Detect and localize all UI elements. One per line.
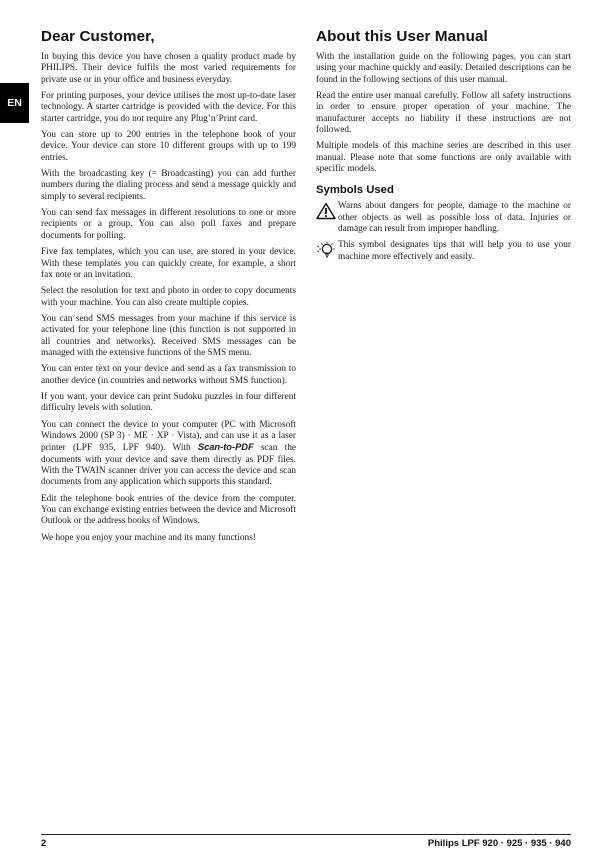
paragraph: Read the entire user manual carefully. Follow all safety instructions in order to ensure proper operation of your machine. The manufacturer accepts no liability if these instructions are not followed.: [316, 91, 571, 136]
paragraph-text: You can connect the device to your computer (PC with Microsoft Windows 2000 (SP 3) · ME · XP · Vista), and can use it as a laser printer (LPF 935, LPF 940). With: [41, 419, 296, 454]
warning-symbol-row: [316, 201, 571, 235]
paragraph: You can send SMS messages from your machine if this service is activated for your telephone line (this function is not supported in all countries and networks). Received SMS messages can be managed with the extensive functions of the SMS menu.: [41, 313, 296, 358]
paragraph-text: scan the documents with your device and save them directly as PDF files. With the TWAIN scanner driver you can access the device and scan documents from any application which supports this standard.: [41, 443, 296, 488]
paragraph: In buying this device you have chosen a quality product made by PHILIPS. Their device fulfils the most varied requirements for private use or in your office and business everyday.: [41, 52, 296, 85]
paragraph: With the installation guide on the following pages, you can start using your machine quickly and easily. Detailed descriptions can be found in the following sections of this user manual.: [316, 52, 571, 85]
paragraph: With the broadcasting key (= Broadcasting) you can add further numbers during the dialing process and send a message quickly and simply to several recipients.: [41, 169, 296, 202]
symbols-used-heading: Symbols Used: [316, 184, 394, 197]
right-column: [316, 28, 571, 269]
paragraph: If you want, your device can print Sudoku puzzles in four different difficulty levels with solution.: [41, 391, 296, 414]
footer-divider: [41, 834, 571, 835]
tip-symbol-row: [316, 240, 571, 264]
tip-lightbulb-icon: [316, 241, 338, 264]
warning-symbol-text: Warns about dangers for people, damage to the machine or other objects as well as possible loss of data. Injuries or damage can result from improper handling.: [338, 201, 571, 235]
about-manual-heading: About this User Manual: [316, 28, 488, 45]
paragraph: [41, 420, 296, 489]
language-tab: EN: [0, 83, 29, 123]
tip-symbol-text: This symbol designates tips that will help you to use your machine more effectively and easily.: [338, 240, 571, 262]
page-number: 2: [41, 838, 47, 849]
paragraph: You can store up to 200 entries in the telephone book of your device. Your device can store 10 different groups with up to 199 entries.: [41, 130, 296, 163]
paragraph: You can send fax messages in different resolutions to one or more recipients or a group. You can also poll faxes and prepare documents for polling.: [41, 208, 296, 241]
left-column: [41, 28, 296, 549]
paragraph: We hope you enjoy your machine and its many functions!: [41, 532, 256, 543]
paragraph: Select the resolution for text and photo in order to copy documents with your machine. You can also create multiple copies.: [41, 286, 296, 308]
dear-customer-heading: Dear Customer,: [41, 28, 155, 45]
paragraph: Multiple models of this machine series are described in this user manual. Please note that some functions are only available with specific models.: [316, 141, 571, 175]
scan-to-pdf-term: Scan-to-PDF: [197, 442, 254, 453]
paragraph: Five fax templates, which you can use, are stored in your device. With these templates you can quickly create, for example, a short fax note or an invitation.: [41, 247, 296, 280]
paragraph: For printing purposes, your device utilises the most up-to-date laser technology. A starter cartridge is provided with the device. For this starter cartridge, you do not require any Plug’n’Print card.: [41, 91, 296, 124]
paragraph: Edit the telephone book entries of the device from the computer. You can exchange existing entries between the device and Microsoft Outlook or the address books of Windows.: [41, 493, 296, 527]
footer-model-name: Philips LPF 920 · 925 · 935 · 940: [427, 838, 571, 849]
paragraph: You can enter text on your device and send as a fax transmission to another device (in countries and networks without SMS function).: [41, 364, 296, 386]
warning-triangle-icon: [316, 202, 338, 225]
